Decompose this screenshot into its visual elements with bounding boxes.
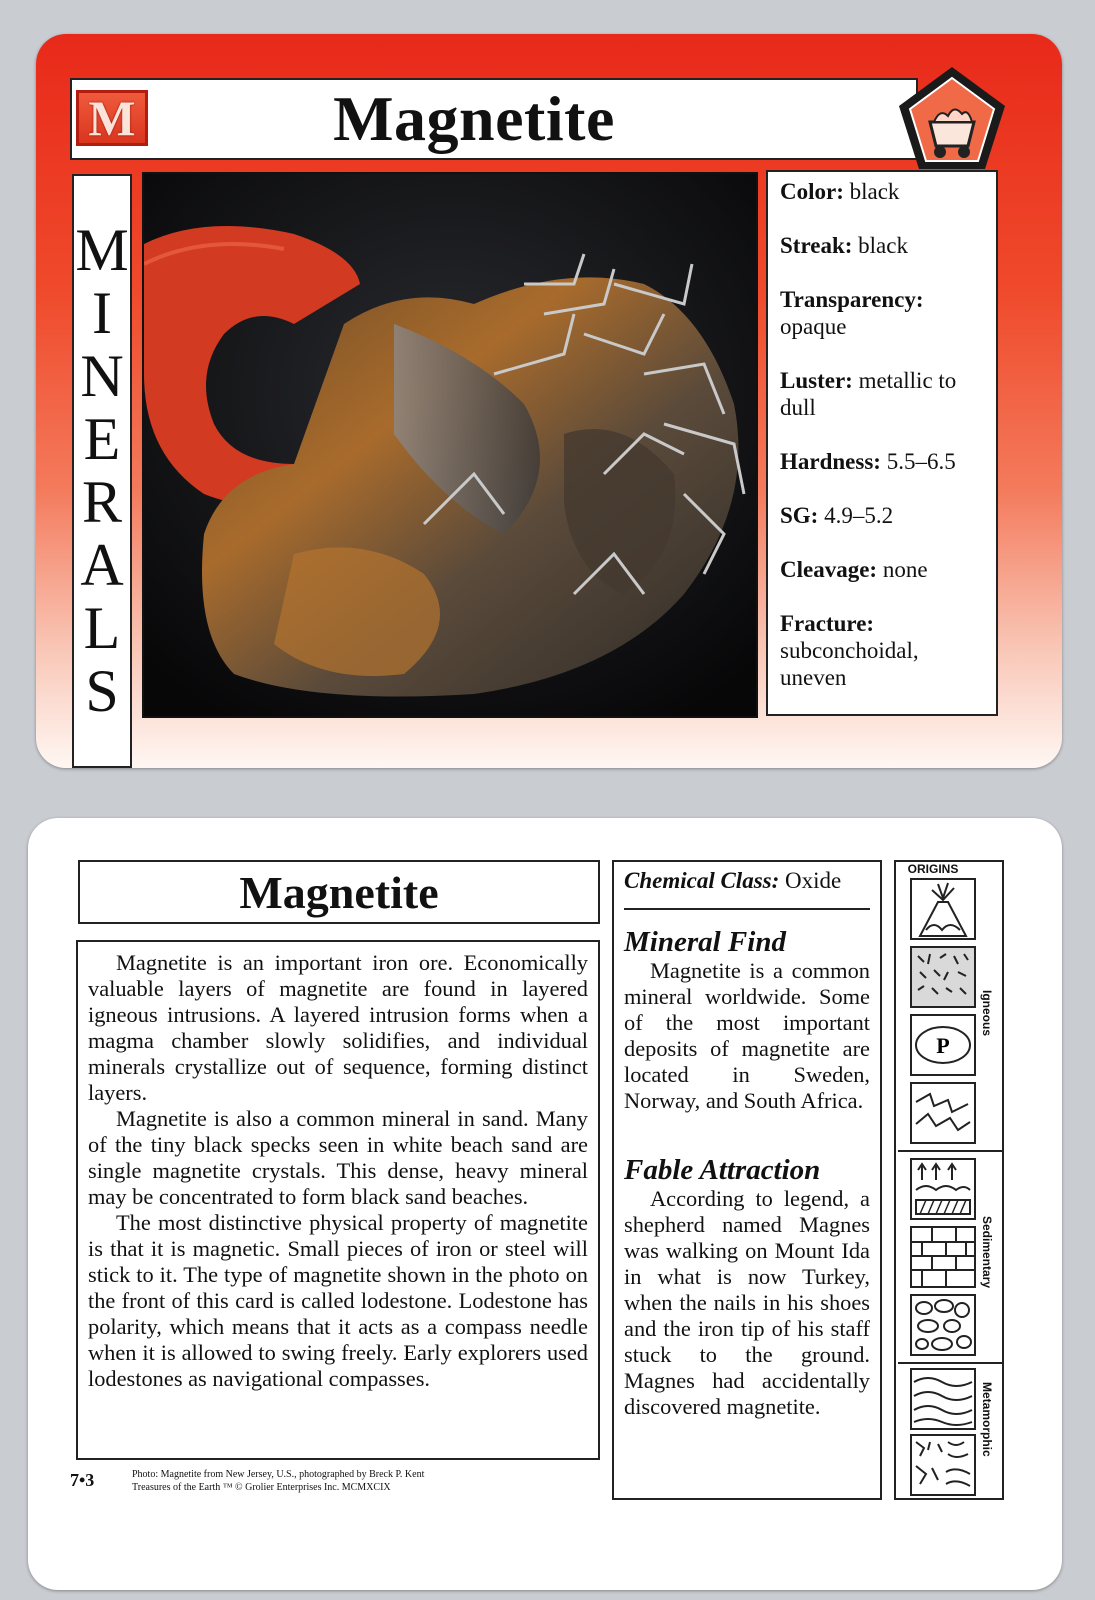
fable-text: According to legend, a shepherd named Magnes was walking on Mount Ida in what is now Turkey, when the nails in his shoes and the iron tip of his staff stuck to the ground. Magnes had accidentally discovered magnetite.	[624, 1186, 870, 1419]
contact-metamorphic-icon	[910, 1434, 976, 1496]
back-title: Magnetite	[78, 860, 600, 924]
card-number: 7•3	[70, 1470, 95, 1490]
conglomerate-icon	[910, 1294, 976, 1356]
side-letter: N	[80, 343, 124, 409]
property-value: 4.9–5.2	[824, 503, 894, 528]
origins-divider	[898, 1150, 1002, 1152]
side-letter: A	[80, 532, 124, 598]
chemical-class-label: Chemical Class:	[624, 868, 780, 893]
side-letter: S	[85, 658, 119, 724]
side-letter: M	[75, 217, 129, 283]
property-value: 5.5–6.5	[886, 449, 956, 474]
description-paragraph: The most distinctive physical property of magnetite is that it is magnetic. Small pieces of iron or steel will stick to it. The type of magnetite shown in the photo on the front of this card is called lodestone. Lodestone has polarity, which means that it acts as a compass needle when it is allowed to swing freely. Early explorers used lodestones as navigational compasses.	[88, 1210, 588, 1391]
property-luster	[780, 367, 986, 421]
sedimentary-label: Sedimentary	[980, 1216, 994, 1289]
property-transparency	[780, 286, 986, 340]
card-front	[36, 34, 1062, 768]
origins-title: ORIGINS	[907, 862, 959, 876]
pegmatite-icon	[910, 1014, 976, 1076]
property-label: Hardness:	[780, 449, 881, 474]
plutonic-icon	[910, 946, 976, 1008]
mineral-find-text: Magnetite is a common mineral worldwide. Some of the most important deposits of magnetite are located in Sweden, Norway, and South Africa.	[624, 958, 870, 1113]
property-label: Cleavage:	[780, 557, 878, 582]
property-label: SG:	[780, 503, 819, 528]
description-paragraph: Magnetite is also a common mineral in sand. Many of the tiny black specks seen in white beach sand are single magnetite crystals. This dense, heavy mineral may be concentrated to form black sand beaches.	[88, 1106, 588, 1209]
properties-panel	[766, 170, 998, 716]
property-streak	[780, 232, 986, 259]
facts-column	[612, 860, 882, 1500]
chemical-class	[624, 868, 870, 910]
property-value: opaque	[780, 314, 847, 339]
property-color	[780, 178, 986, 205]
side-letter: I	[92, 280, 112, 346]
property-value: subconchoidal, uneven	[780, 638, 919, 690]
ore-cart-icon	[896, 64, 1008, 172]
property-hardness	[780, 448, 986, 475]
volcanic-icon	[910, 878, 976, 940]
fable-heading: Fable Attraction	[624, 1154, 821, 1186]
minerals-side-label	[72, 174, 132, 768]
property-value: none	[882, 557, 928, 582]
property-value: metallic to dull	[780, 368, 957, 420]
property-label: Streak:	[780, 233, 853, 258]
front-title-bar	[70, 78, 918, 160]
property-label: Fracture:	[780, 611, 875, 636]
photo-credit: Photo: Magnetite from New Jersey, U.S., photographed by Breck P. Kent	[132, 1469, 425, 1480]
card-back	[28, 818, 1062, 1590]
side-letter: E	[83, 406, 121, 472]
property-value: black	[849, 179, 900, 204]
description-paragraph: Magnetite is an important iron ore. Economically valuable layers of magnetite are found in layered igneous intrusions. A layered intrusion forms when a magma chamber slowly solidifies, and individual minerals crystallize out of sequence, forming distinct layers.	[88, 950, 588, 1105]
property-label: Transparency:	[780, 287, 924, 312]
property-label: Color:	[780, 179, 844, 204]
chemical-class-value: Oxide	[785, 868, 842, 893]
origins-panel	[894, 860, 1004, 1500]
brick-layers-icon	[910, 1226, 976, 1288]
series-logo: M	[76, 90, 148, 146]
side-letter: R	[81, 469, 123, 535]
property-label: Luster:	[780, 368, 853, 393]
mineral-title: Magnetite	[333, 83, 615, 154]
pegmatite-letter: P	[936, 1033, 950, 1058]
mineral-find-heading: Mineral Find	[624, 926, 786, 958]
origins-divider	[898, 1362, 1002, 1364]
vein-icon	[910, 1082, 976, 1144]
publisher-credit: Treasures of the Earth ™ © Grolier Enterprises Inc. MCMXCIX	[132, 1482, 391, 1493]
property-cleavage	[780, 556, 986, 583]
mineral-photo	[142, 172, 758, 718]
igneous-label: Igneous	[980, 990, 994, 1037]
description-box	[76, 940, 600, 1460]
evaporite-icon	[910, 1158, 976, 1220]
property-value: black	[858, 233, 908, 258]
credits	[132, 1468, 424, 1494]
foliated-icon	[910, 1368, 976, 1430]
property-fracture	[780, 610, 986, 691]
property-sg	[780, 502, 986, 529]
metamorphic-label: Metamorphic	[980, 1382, 994, 1457]
side-letter: L	[83, 595, 121, 661]
